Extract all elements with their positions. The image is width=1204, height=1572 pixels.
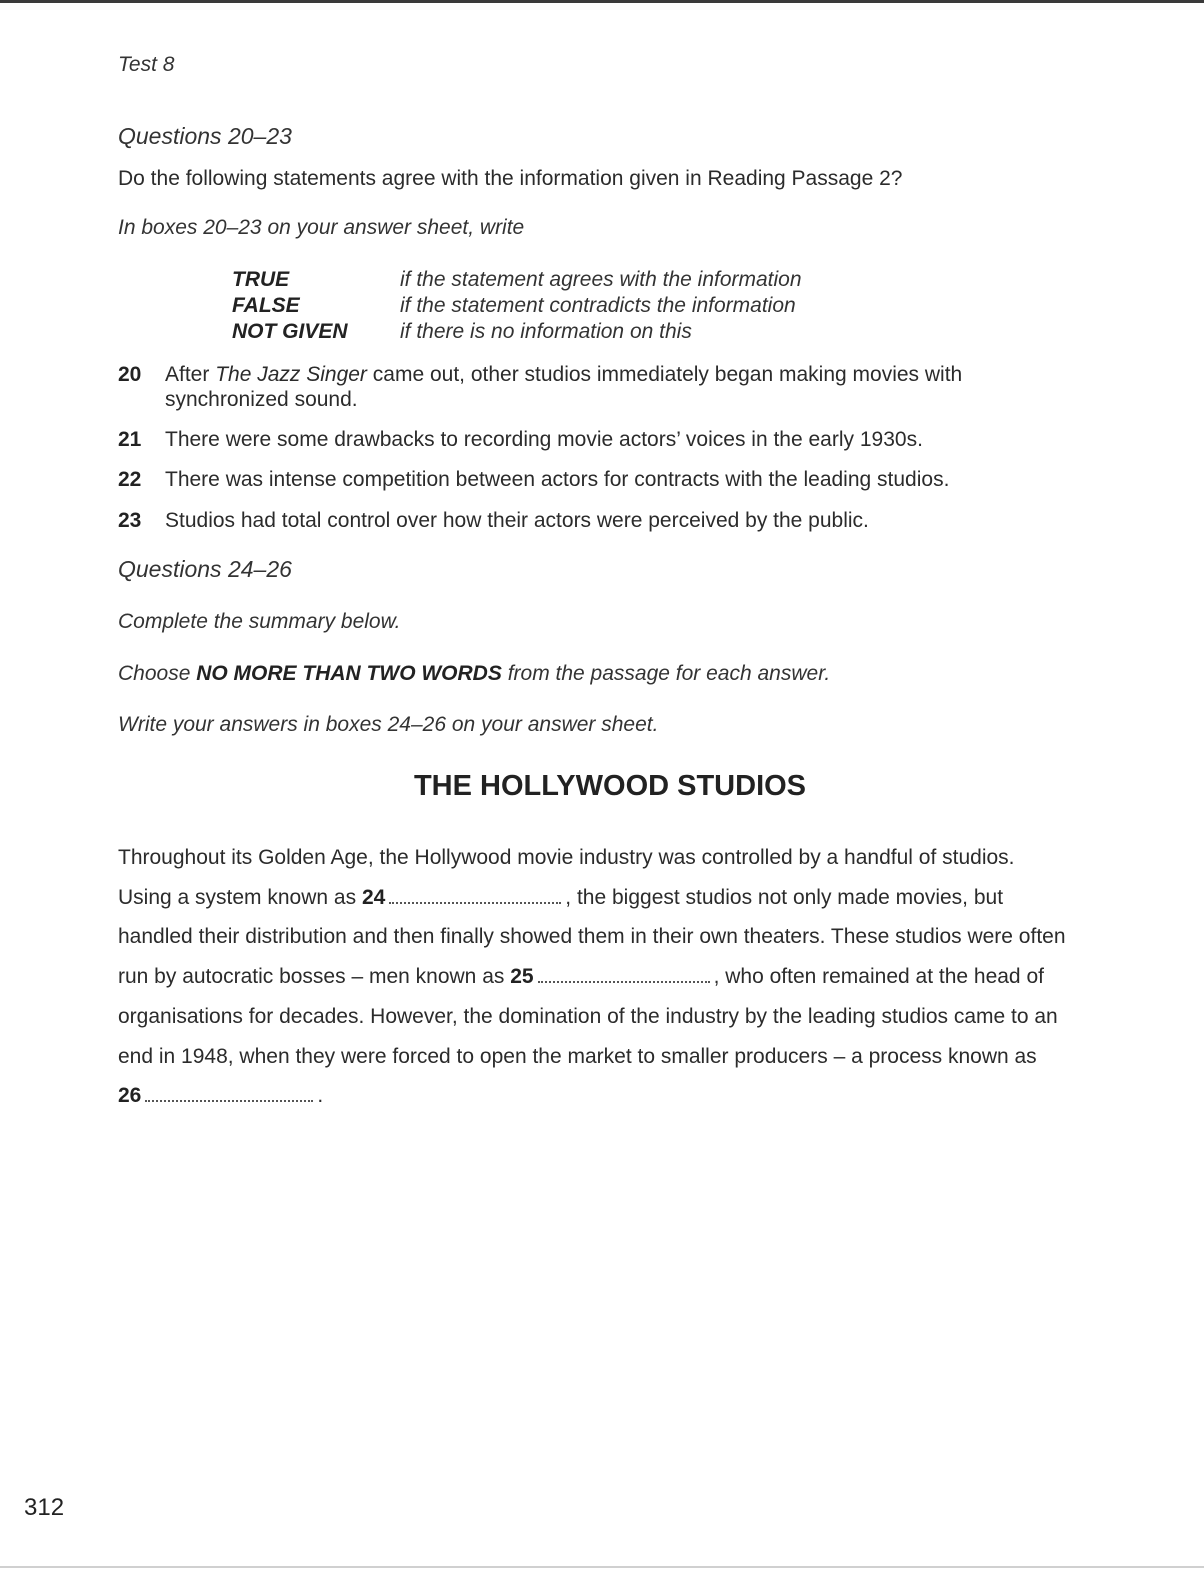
summary-title: THE HOLLYWOOD STUDIOS — [413, 770, 807, 802]
questions-24-26-heading: Questions 24–26 — [118, 556, 292, 582]
tfng-instruction: Do the following statements agree with the information given in Reading Passage 2? — [118, 167, 903, 190]
summary-line: Throughout its Golden Age, the Hollywood movie industry was controlled by a handful of studios. — [118, 846, 1015, 869]
gap-number-25: 25 — [510, 965, 534, 989]
word-limit-instruction — [118, 662, 830, 686]
key-row-not-given — [232, 319, 802, 345]
key-definition: if the statement contradicts the information — [400, 294, 796, 317]
key-term: NOT GIVEN — [232, 320, 348, 343]
summary-text: . — [317, 1084, 324, 1108]
statement-21 — [118, 427, 1018, 452]
summary-text: Using a system known as — [118, 885, 362, 909]
test-label: Test 8 — [118, 53, 175, 76]
word-limit-pre: Choose — [118, 662, 197, 685]
statement-20 — [118, 362, 1018, 412]
statement-number: 23 — [118, 509, 142, 532]
summary-line — [118, 1076, 1108, 1116]
statement-23 — [118, 508, 1018, 533]
answer-blank-26[interactable] — [145, 1086, 313, 1102]
statement-number: 21 — [118, 428, 142, 451]
summary-text: , who often remained at the head of — [713, 965, 1044, 989]
answer-blank-25[interactable] — [538, 967, 710, 983]
statement-text — [165, 362, 1018, 412]
write-instruction: In boxes 20–23 on your answer sheet, write — [118, 216, 525, 239]
summary-line: end in 1948, when they were forced to open the market to smaller producers – a process known as — [118, 1044, 1037, 1068]
bottom-rule — [0, 1566, 1204, 1568]
key-definition: if there is no information on this — [400, 320, 692, 343]
questions-20-23-heading: Questions 20–23 — [118, 123, 292, 149]
summary-line — [118, 957, 1108, 997]
summary-text: run by autocratic bosses – men known as — [118, 965, 511, 989]
answer-blank-24[interactable] — [389, 888, 561, 904]
statement-text-pre: After — [165, 363, 216, 386]
gap-number-24: 24 — [361, 885, 386, 909]
word-limit-bold: NO MORE THAN TWO WORDS — [196, 662, 502, 685]
statement-text: Studios had total control over how their actors were perceived by the public. — [165, 509, 869, 532]
key-term: FALSE — [232, 294, 300, 317]
gap-number-26: 26 — [118, 1084, 142, 1108]
summary-paragraph — [118, 838, 1108, 1116]
key-term: TRUE — [232, 268, 290, 291]
statement-number: 22 — [118, 468, 142, 491]
top-rule — [0, 0, 1204, 3]
summary-text: , the biggest studios not only made movies, but — [565, 885, 1004, 909]
word-limit-post: from the passage for each answer. — [501, 662, 831, 685]
movie-title: The Jazz Singer — [215, 363, 367, 386]
statement-text: There were some drawbacks to recording movie actors’ voices in the early 1930s. — [165, 428, 923, 451]
key-row-true — [232, 267, 802, 293]
summary-line: organisations for decades. However, the domination of the industry by the leading studios came to an — [118, 1004, 1058, 1028]
answer-sheet-instruction: Write your answers in boxes 24–26 on your answer sheet. — [118, 713, 659, 736]
statement-22 — [118, 467, 1018, 492]
statement-text: There was intense competition between actors for contracts with the leading studios. — [165, 468, 950, 491]
key-definition: if the statement agrees with the information — [400, 268, 802, 291]
complete-instruction: Complete the summary below. — [118, 610, 401, 633]
summary-line: handled their distribution and then finally showed them in their own theaters. These studios were often — [118, 925, 1066, 949]
summary-line — [118, 878, 1108, 918]
answer-key-table — [232, 267, 802, 345]
key-row-false — [232, 293, 802, 319]
statement-number: 20 — [118, 363, 142, 386]
page-number: 312 — [24, 1494, 65, 1521]
statement-text-post: came out, other studios immediately began making movies with synchronized sound. — [165, 363, 963, 411]
